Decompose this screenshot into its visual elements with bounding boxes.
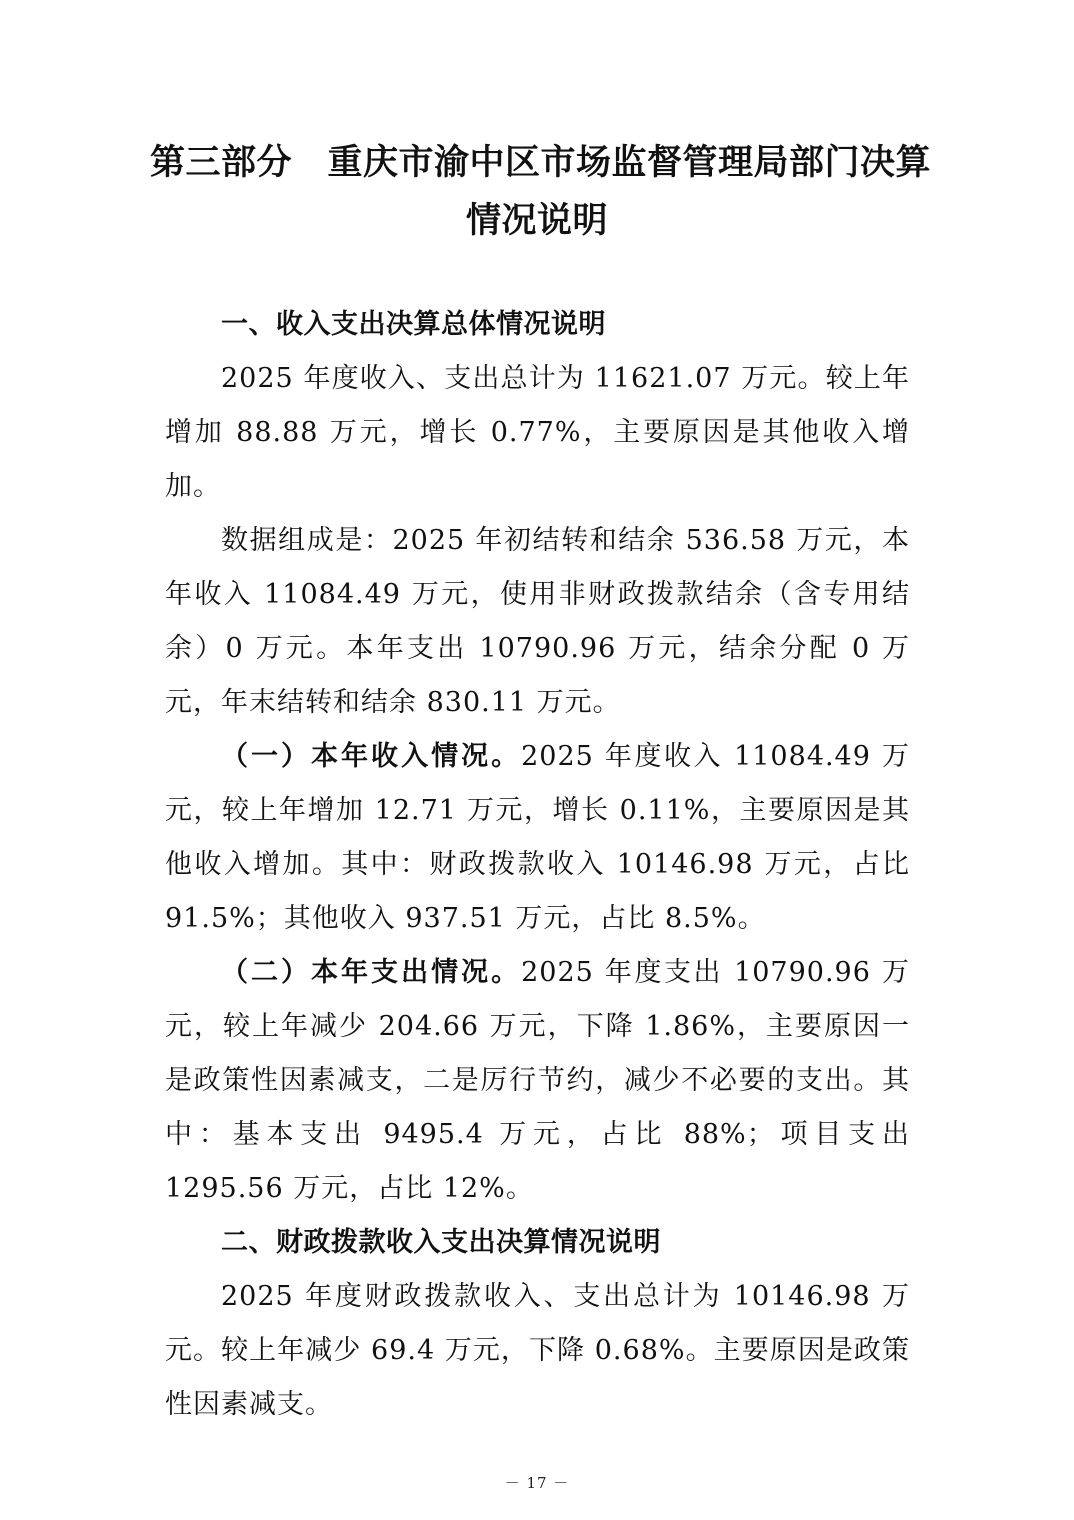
- section-1-paragraph-1: 2025 年度收入、支出总计为 11621.07 万元。较上年增加 88.88 万元，增长 0.77%，主要原因是其他收入增加。: [165, 363, 910, 502]
- title-line-2: 情况说明: [465, 201, 608, 241]
- expenditure-text: 2025 年度支出 10790.96 万元，较上年减少 204.66 万元，下降 1.86%，主要原因一是政策性因素减支，二是厉行节约，减少不必要的支出。其中：基本支出 9495.4 万元，占比 88%；项目支出 1295.56 万元，占比 12%。: [165, 957, 910, 1204]
- income-lead: （一）本年收入情况。: [221, 741, 522, 772]
- section-2-heading: 二、财政拨款收入支出决算情况说明: [221, 1227, 661, 1258]
- expenditure-lead: （二）本年支出情况。: [221, 957, 522, 988]
- page-title: [150, 134, 932, 250]
- page-number: － 17 －: [504, 1474, 570, 1492]
- income-paragraph: [165, 730, 910, 946]
- document-body: [165, 298, 910, 1432]
- title-line-1: 第三部分 重庆市渝中区市场监督管理局部门决算: [150, 143, 932, 183]
- expenditure-paragraph: [165, 946, 910, 1216]
- section-1-paragraph-2: 数据组成是：2025 年初结转和结余 536.58 万元，本年收入 11084.49 万元，使用非财政拨款结余（含专用结余）0 万元。本年支出 10790.96 万元，结余分配 0 万元，年末结转和结余 830.11 万元。: [165, 525, 910, 718]
- section-1-heading: 一、收入支出决算总体情况说明: [221, 309, 606, 340]
- income-text: 2025 年度收入 11084.49 万元，较上年增加 12.71 万元，增长 0.11%，主要原因是其他收入增加。其中：财政拨款收入 10146.98 万元，占比 91.5%；其他收入 937.51 万元，占比 8.5%。: [165, 741, 910, 934]
- section-2-paragraph-1: 2025 年度财政拨款收入、支出总计为 10146.98 万元。较上年减少 69.4 万元，下降 0.68%。主要原因是政策性因素减支。: [165, 1281, 910, 1420]
